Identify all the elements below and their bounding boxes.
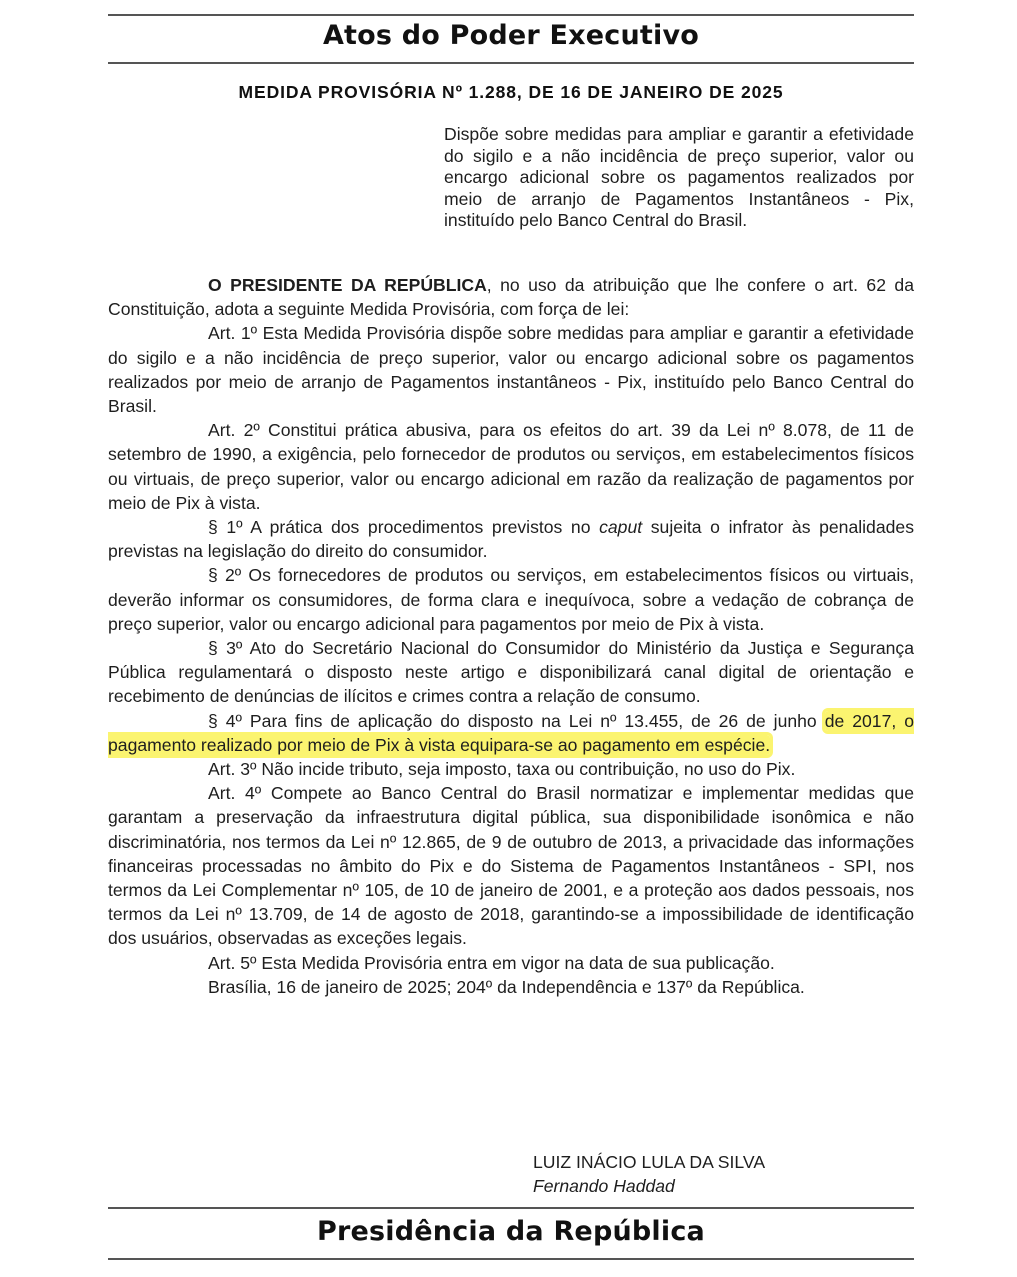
- art2-p1-text-a: § 1º A prática dos procedimentos previstos no: [208, 517, 600, 538]
- preamble-rest: , no uso da atribuição que lhe confere o art. 62 da Constituição, adota a seguinte Medida Provisória, com força de lei:: [108, 275, 914, 320]
- article-2-paragraph-1: [108, 515, 914, 563]
- signatory-minister: Fernando Haddad: [533, 1176, 675, 1196]
- section-title-underline: [108, 62, 914, 64]
- section-title-presidency: Presidência da República: [317, 1216, 705, 1247]
- article-3: Art. 3º Não incide tributo, seja imposto, taxa ou contribuição, no uso do Pix.: [208, 759, 796, 780]
- section-title-executive: Atos do Poder Executivo: [322, 20, 700, 51]
- article-2-paragraph-2: § 2º Os fornecedores de produtos ou serviços, em estabelecimentos físicos ou virtuais, deverão informar os consumidores, de forma clara e inequívoca, sobre a vedação de cobrança de preço superior, valor ou encargo adicional para pagamentos por meio de Pix à vista.: [108, 565, 914, 634]
- highlighted-passage: de 2017, o pagamento realizado por meio de Pix à vista equipara-se ao pagamento em espécie.: [108, 710, 914, 755]
- ementa: Dispõe sobre medidas para ampliar e garantir a efetividade do sigilo e a não incidência de preço superior, valor ou encargo adicional sobre os pagamentos realizados por meio de arranjo de Pagamentos Instantâneos - Pix, instituído pelo Banco Central do Brasil.: [444, 124, 914, 231]
- article-1: Art. 1º Esta Medida Provisória dispõe sobre medidas para ampliar e garantir a efetividade do sigilo e a não incidência de preço superior, valor ou encargo adicional sobre os pagamentos realizados por meio de arranjo de Pagamentos instantâneos - Pix, instituído pelo Banco Central do Brasil.: [108, 323, 914, 417]
- document-body: [108, 273, 914, 999]
- article-4: Art. 4º Compete ao Banco Central do Brasil normatizar e implementar medidas que garantam a preservação da infraestrutura digital pública, sua disponibilidade isonômica e não discriminatória, nos termos da Lei nº 12.865, de 9 de outubro de 2013, a privacidade das informações financeiras processadas no âmbito do Pix e do Sistema de Pagamentos Instantâneos - SPI, nos termos da Lei Complementar nº 105, de 10 de janeiro de 2001, e a proteção aos dados pessoais, nos termos da Lei nº 13.709, de 14 de agosto de 2018, garantindo-se a impossibilidade de identificação dos usuários, observadas as exceções legais.: [108, 783, 914, 949]
- article-2-paragraph-3: § 3º Ato do Secretário Nacional do Consumidor do Ministério da Justiça e Segurança Pública regulamentará o disposto neste artigo e disponibilizará canal digital de orientação e recebimento de denúncias de ilícitos e crimes contra a relação de consumo.: [108, 638, 914, 707]
- art2-p4-text: § 4º Para fins de aplicação do disposto na Lei nº 13.455, de 26 de junho: [208, 710, 825, 731]
- preamble-lead: O PRESIDENTE DA REPÚBLICA: [208, 275, 487, 295]
- top-rule: [108, 14, 914, 16]
- art2-p1-text-b: sujeita o infrator às penalidades previstas na legislação do direito do consumidor.: [108, 517, 914, 562]
- lower-section-underline: [108, 1258, 914, 1260]
- lower-rule: [108, 1207, 914, 1209]
- place-and-date: Brasília, 16 de janeiro de 2025; 204º da Independência e 137º da República.: [208, 976, 805, 997]
- preamble: [108, 273, 914, 321]
- signatures: [533, 1150, 765, 1198]
- caput-term: caput: [599, 517, 643, 538]
- article-5: Art. 5º Esta Medida Provisória entra em vigor na data de sua publicação.: [208, 952, 775, 973]
- signatory-president: LUIZ INÁCIO LULA DA SILVA: [533, 1152, 766, 1172]
- article-2: Art. 2º Constitui prática abusiva, para os efeitos do art. 39 da Lei nº 8.078, de 11 de setembro de 1990, a exigência, pelo fornecedor de produtos ou serviços, em estabelecimentos físicos ou virtuais, de preço superior, valor ou encargo adicional em razão da realização de pagamentos por meio de Pix à vista.: [108, 420, 914, 513]
- document-title: MEDIDA PROVISÓRIA Nº 1.288, DE 16 DE JANEIRO DE 2025: [238, 82, 784, 102]
- article-2-paragraph-4: [108, 709, 914, 757]
